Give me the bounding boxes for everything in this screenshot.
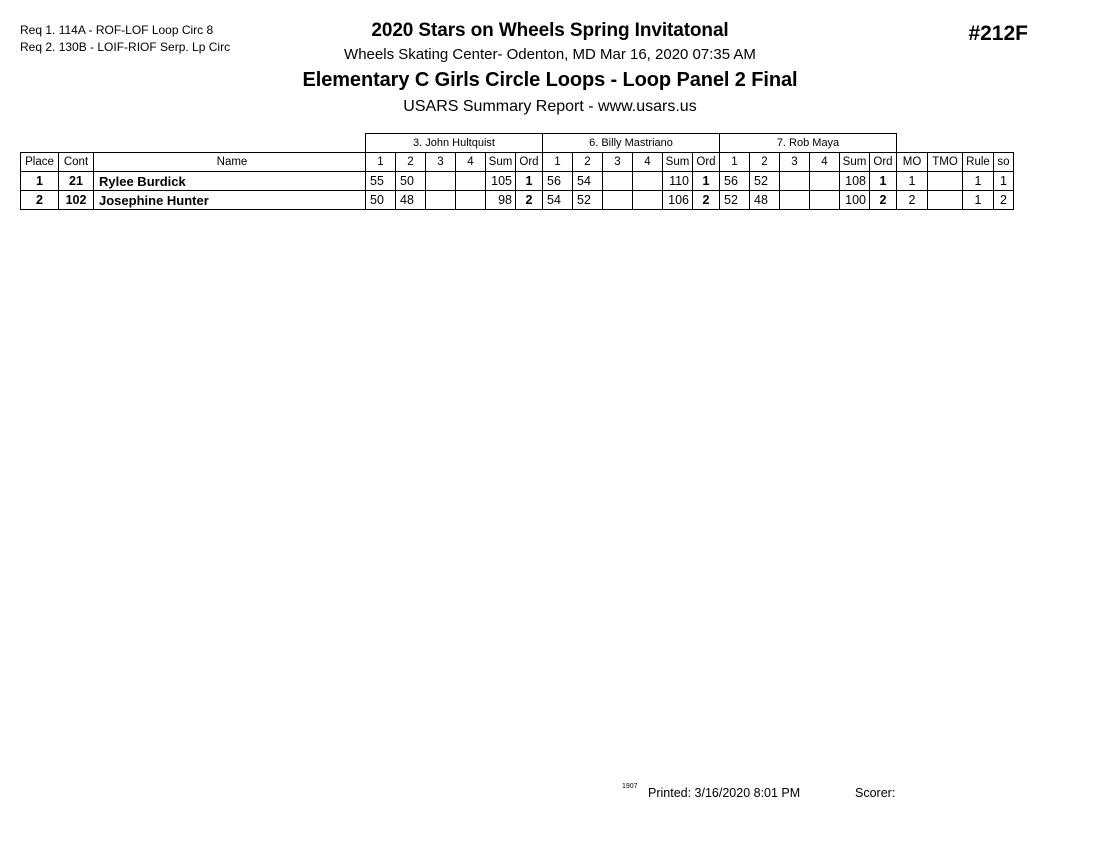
row-judge3-score-4 xyxy=(810,172,840,191)
row-judge1-ord: 1 xyxy=(516,172,543,191)
footer-code: 1907 xyxy=(622,783,638,790)
row-tmo xyxy=(928,172,963,191)
judge-name-3: 7. Rob Maya xyxy=(720,134,897,153)
row-judge1-score-1: 55 xyxy=(366,172,396,191)
row-rule: 1 xyxy=(963,191,994,210)
row-judge3-score-2: 52 xyxy=(750,172,780,191)
header-name: Name xyxy=(94,153,366,172)
table-row xyxy=(21,172,1014,191)
row-judge2-score-2: 52 xyxy=(573,191,603,210)
row-judge1-score-2: 50 xyxy=(396,172,426,191)
row-mo: 1 xyxy=(897,172,928,191)
header-judge1-score-2: 2 xyxy=(396,153,426,172)
row-place: 2 xyxy=(21,191,59,210)
header-place: Place xyxy=(21,153,59,172)
row-judge1-score-4 xyxy=(456,172,486,191)
row-judge3-score-2: 48 xyxy=(750,191,780,210)
header-judge3-score-2: 2 xyxy=(750,153,780,172)
row-judge2-score-3 xyxy=(603,191,633,210)
row-so: 2 xyxy=(994,191,1014,210)
row-judge2-ord: 1 xyxy=(693,172,720,191)
row-judge2-score-4 xyxy=(633,191,663,210)
row-judge1-ord: 2 xyxy=(516,191,543,210)
header-judge3-ord: Ord xyxy=(870,153,897,172)
row-judge2-score-1: 54 xyxy=(543,191,573,210)
results-table-container xyxy=(20,133,1014,210)
requirement-line: Req 2. 130B - LOIF-RIOF Serp. Lp Circ xyxy=(20,40,231,54)
row-cont: 21 xyxy=(59,172,94,191)
table-row xyxy=(21,191,1014,210)
title-block xyxy=(0,20,1100,116)
judge-band-spacer xyxy=(928,134,963,153)
judge-band-spacer xyxy=(94,134,366,153)
row-name: Josephine Hunter xyxy=(94,191,366,210)
header-judge2-ord: Ord xyxy=(693,153,720,172)
row-judge3-score-4 xyxy=(810,191,840,210)
row-rule: 1 xyxy=(963,172,994,191)
header-judge1-score-1: 1 xyxy=(366,153,396,172)
judge-band-spacer xyxy=(963,134,994,153)
row-so: 1 xyxy=(994,172,1014,191)
judge-band-spacer xyxy=(59,134,94,153)
header-tmo: TMO xyxy=(928,153,963,172)
table-header-row xyxy=(21,153,1014,172)
row-judge2-sum: 106 xyxy=(663,191,693,210)
row-judge2-score-1: 56 xyxy=(543,172,573,191)
report-header xyxy=(0,0,1100,120)
header-judge1-sum: Sum xyxy=(486,153,516,172)
judge-name-2: 6. Billy Mastriano xyxy=(543,134,720,153)
row-judge2-score-2: 54 xyxy=(573,172,603,191)
header-judge2-score-3: 3 xyxy=(603,153,633,172)
venue-line: Wheels Skating Center- Odenton, MD Mar 16, 2020 07:35 AM xyxy=(344,46,756,63)
row-judge3-ord: 2 xyxy=(870,191,897,210)
row-judge1-score-1: 50 xyxy=(366,191,396,210)
row-judge3-ord: 1 xyxy=(870,172,897,191)
judge-band-spacer xyxy=(994,134,1014,153)
event-number: #212F xyxy=(968,22,1028,45)
header-judge2-score-4: 4 xyxy=(633,153,663,172)
judge-band-spacer xyxy=(897,134,928,153)
header-so: so xyxy=(994,153,1014,172)
header-judge2-sum: Sum xyxy=(663,153,693,172)
results-table xyxy=(20,133,1014,210)
row-name: Rylee Burdick xyxy=(94,172,366,191)
scorer-label: Scorer: xyxy=(855,786,896,800)
row-judge2-ord: 2 xyxy=(693,191,720,210)
header-mo: MO xyxy=(897,153,928,172)
header-judge3-score-4: 4 xyxy=(810,153,840,172)
event-title: Elementary C Girls Circle Loops - Loop Panel 2 Final xyxy=(302,69,798,91)
header-judge2-score-1: 1 xyxy=(543,153,573,172)
judge-band-spacer xyxy=(21,134,59,153)
row-judge3-score-3 xyxy=(780,191,810,210)
row-judge1-score-2: 48 xyxy=(396,191,426,210)
row-mo: 2 xyxy=(897,191,928,210)
header-judge1-score-4: 4 xyxy=(456,153,486,172)
row-judge1-sum: 105 xyxy=(486,172,516,191)
row-judge2-score-4 xyxy=(633,172,663,191)
row-judge1-score-3 xyxy=(426,191,456,210)
header-judge3-sum: Sum xyxy=(840,153,870,172)
row-judge3-score-3 xyxy=(780,172,810,191)
row-cont: 102 xyxy=(59,191,94,210)
header-judge3-score-3: 3 xyxy=(780,153,810,172)
judge-name-1: 3. John Hultquist xyxy=(366,134,543,153)
row-tmo xyxy=(928,191,963,210)
row-judge3-sum: 100 xyxy=(840,191,870,210)
judge-band-row xyxy=(21,134,1014,153)
report-subtitle: USARS Summary Report - www.usars.us xyxy=(403,98,697,115)
row-judge3-score-1: 56 xyxy=(720,172,750,191)
row-judge1-score-3 xyxy=(426,172,456,191)
header-judge1-ord: Ord xyxy=(516,153,543,172)
row-judge1-score-4 xyxy=(456,191,486,210)
header-rule: Rule xyxy=(963,153,994,172)
row-judge1-sum: 98 xyxy=(486,191,516,210)
header-judge3-score-1: 1 xyxy=(720,153,750,172)
row-judge2-score-3 xyxy=(603,172,633,191)
row-place: 1 xyxy=(21,172,59,191)
header-judge1-score-3: 3 xyxy=(426,153,456,172)
header-judge2-score-2: 2 xyxy=(573,153,603,172)
row-judge3-score-1: 52 xyxy=(720,191,750,210)
header-cont: Cont xyxy=(59,153,94,172)
row-judge2-sum: 110 xyxy=(663,172,693,191)
competition-title: 2020 Stars on Wheels Spring Invitatonal xyxy=(371,20,729,41)
printed-timestamp: Printed: 3/16/2020 8:01 PM xyxy=(648,786,801,800)
row-judge3-sum: 108 xyxy=(840,172,870,191)
requirement-line: Req 1. 114A - ROF-LOF Loop Circ 8 xyxy=(20,23,214,37)
